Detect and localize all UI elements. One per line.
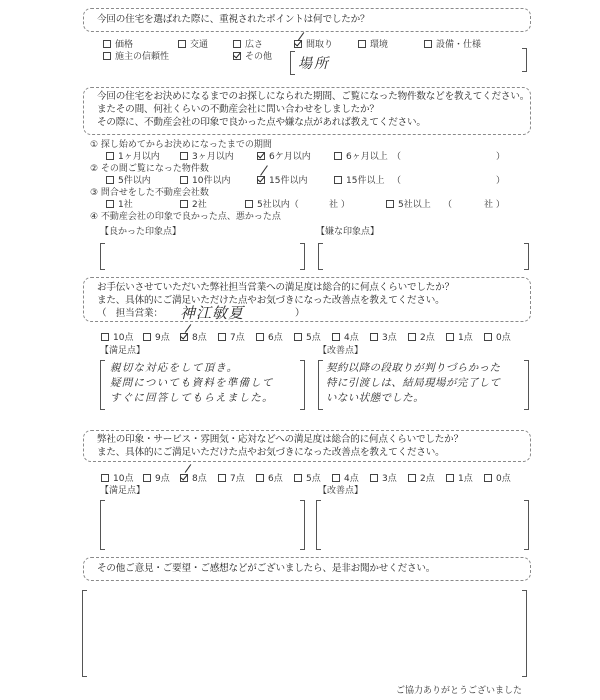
question-2-line-1: 今回の住宅をお決めになるまでのお探しになられた期間、ご覧になった物件数などを教えてください。 xyxy=(97,91,530,102)
unit-close: 社 ） xyxy=(484,200,505,210)
company-improve-label: 【改善点】 xyxy=(318,486,364,496)
score-option[interactable]: 5点 xyxy=(294,332,321,344)
checkbox-icon[interactable] xyxy=(218,474,226,482)
checkbox-icon[interactable] xyxy=(180,176,188,184)
checkbox-icon[interactable] xyxy=(101,474,109,482)
checkbox-icon[interactable] xyxy=(408,333,416,341)
question-4-line-1: 弊社の印象・サービス・雰囲気・応対などへの満足度は総合的に何点くらいでしたか？ xyxy=(97,434,463,445)
checkbox-icon[interactable] xyxy=(143,474,151,482)
paren-close: ） xyxy=(496,176,506,186)
comments-bracket-left xyxy=(82,590,87,677)
checkbox-icon[interactable] xyxy=(294,474,302,482)
thank-you-message: ご協力ありがとうございました xyxy=(396,686,523,696)
checkbox-checked-icon[interactable] xyxy=(257,176,265,184)
handwritten-check-icon xyxy=(185,464,192,473)
option-price[interactable]: 価格 xyxy=(103,39,133,51)
count-option-5[interactable]: 5件以内 xyxy=(106,175,151,187)
checkbox-icon[interactable] xyxy=(256,333,264,341)
score-option[interactable]: 7点 xyxy=(218,332,245,344)
checkbox-icon[interactable] xyxy=(294,333,302,341)
unit-close: 社 ） xyxy=(329,200,350,210)
score-option[interactable]: 0点 xyxy=(484,332,511,344)
sub-question-4-title: ④ 不動産会社の印象で良かった点、悪かった点 xyxy=(90,212,281,222)
rep-satisfied-bracket-left xyxy=(100,360,105,410)
option-builder-trust[interactable]: 施主の信頼性 xyxy=(103,51,169,63)
option-layout[interactable]: 間取り xyxy=(294,39,333,51)
company-option-over-5[interactable]: 5社以上 xyxy=(386,199,431,211)
score-option[interactable]: 2点 xyxy=(408,473,435,485)
paren-open: （ xyxy=(392,176,402,186)
good-impression-bracket-left xyxy=(100,243,105,270)
checkbox-checked-icon[interactable] xyxy=(257,152,265,160)
good-impression-bracket-right xyxy=(300,243,305,270)
score-option[interactable]: 1点 xyxy=(446,473,473,485)
score-option[interactable]: 0点 xyxy=(484,473,511,485)
company-improve-bracket-right xyxy=(524,500,529,550)
comments-field[interactable] xyxy=(88,590,522,677)
checkbox-icon[interactable] xyxy=(103,40,111,48)
checkbox-icon[interactable] xyxy=(358,40,366,48)
bad-impression-label: 【嫌な印象点】 xyxy=(316,227,380,237)
score-option[interactable]: 6点 xyxy=(256,332,283,344)
company-satisfied-label: 【満足点】 xyxy=(100,486,146,496)
checkbox-icon[interactable] xyxy=(101,333,109,341)
checkbox-icon[interactable] xyxy=(446,474,454,482)
checkbox-checked-icon[interactable] xyxy=(180,333,188,341)
question-3-line-1: お手伝いさせていただいた弊社担当営業への満足度は総合的に何点くらいでしたか？ xyxy=(97,282,454,293)
score-option[interactable]: 8点 xyxy=(180,332,207,344)
checkbox-icon[interactable] xyxy=(446,333,454,341)
checkbox-icon[interactable] xyxy=(143,333,151,341)
checkbox-icon[interactable] xyxy=(178,40,186,48)
rep-improve-answer-handwritten[interactable]: 契約以降の段取りが判りづらかった 特に引渡しは、結局現場が完了して いない状態でした。 xyxy=(326,362,501,404)
checkbox-icon[interactable] xyxy=(106,176,114,184)
checkbox-icon[interactable] xyxy=(334,176,342,184)
checkbox-icon[interactable] xyxy=(103,52,111,60)
rep-satisfied-label: 【満足点】 xyxy=(100,346,146,356)
checkbox-icon[interactable] xyxy=(424,40,432,48)
count-option-10[interactable]: 10件以内 xyxy=(180,175,230,187)
company-option-1[interactable]: 1社 xyxy=(106,199,133,211)
sub-question-1-title: ① 探し始めてからお決めになったまでの期間 xyxy=(90,140,272,150)
company-option-within-5[interactable]: 5社以内（ xyxy=(245,199,299,211)
option-other[interactable]: その他 xyxy=(233,51,272,63)
bad-impression-bracket-left xyxy=(318,243,323,270)
checkbox-icon[interactable] xyxy=(408,474,416,482)
checkbox-icon[interactable] xyxy=(245,200,253,208)
question-4-line-2: また、具体的にご満足いただけた点やお気づきになった改善点を教えてください。 xyxy=(97,447,445,458)
company-satisfied-field[interactable] xyxy=(106,500,300,550)
score-option[interactable]: 5点 xyxy=(294,473,321,485)
score-option[interactable]: 10点 xyxy=(101,332,133,344)
checkbox-icon[interactable] xyxy=(334,152,342,160)
bad-impression-bracket-right xyxy=(524,243,529,270)
score-option[interactable]: 3点 xyxy=(370,332,397,344)
paren-open: （ xyxy=(392,152,402,162)
checkbox-icon[interactable] xyxy=(332,474,340,482)
checkbox-checked-icon[interactable] xyxy=(180,474,188,482)
score-option[interactable]: 4点 xyxy=(332,332,359,344)
option-transport[interactable]: 交通 xyxy=(178,39,208,51)
checkbox-icon[interactable] xyxy=(332,333,340,341)
other-answer-handwritten[interactable]: 場所 xyxy=(298,56,330,72)
option-size[interactable]: 広さ xyxy=(233,39,263,51)
question-1-text: 今回の住宅を選ばれた際に、重視されたポイントは何でしたか？ xyxy=(97,14,370,25)
score-option[interactable]: 2点 xyxy=(408,332,435,344)
score-option[interactable]: 10点 xyxy=(101,473,133,485)
rep-satisfied-answer-handwritten[interactable]: 親切な対応をして頂き。 疑問についても資料を準備して すぐに回答してもらえました。 xyxy=(110,362,274,404)
score-option[interactable]: 1点 xyxy=(446,332,473,344)
bad-impression-field[interactable] xyxy=(324,243,524,270)
checkbox-checked-icon[interactable] xyxy=(233,52,241,60)
checkbox-icon[interactable] xyxy=(386,200,394,208)
company-improve-field[interactable] xyxy=(322,500,524,550)
rep-improve-bracket-left xyxy=(318,360,323,410)
checkbox-icon[interactable] xyxy=(180,200,188,208)
sales-rep-name-handwritten[interactable]: 神江敏夏 xyxy=(180,304,245,322)
good-impression-field[interactable] xyxy=(106,243,300,270)
rep-improve-label: 【改善点】 xyxy=(318,346,364,356)
score-option[interactable]: 8点 xyxy=(180,473,207,485)
checkbox-icon[interactable] xyxy=(180,152,188,160)
company-satisfied-bracket-right xyxy=(300,500,305,550)
count-option-over-15[interactable]: 15件以上 xyxy=(334,175,384,187)
score-option[interactable]: 6点 xyxy=(256,473,283,485)
sub-question-3-title: ③ 問合せをした不動産会社数 xyxy=(90,188,209,198)
score-option[interactable]: 3点 xyxy=(370,473,397,485)
sales-rep-prefix: （ 担当営業： xyxy=(97,308,163,319)
sales-rep-suffix: ） xyxy=(295,308,305,319)
question-3-line-2: また、具体的にご満足いただけた点やお気づきになった改善点を教えてください。 xyxy=(97,295,445,306)
option-facilities[interactable]: 設備・仕様 xyxy=(424,39,481,51)
other-answer-bracket-right xyxy=(522,48,527,72)
good-impression-label: 【良かった印象点】 xyxy=(100,227,182,237)
checkbox-icon[interactable] xyxy=(106,152,114,160)
rep-improve-bracket-right xyxy=(524,360,529,410)
checkbox-icon[interactable] xyxy=(484,474,492,482)
question-2-line-2: またその間、何社くらいの不動産会社に問い合わせをしましたか？ xyxy=(97,104,379,115)
company-option-2[interactable]: 2社 xyxy=(180,199,207,211)
score-option[interactable]: 7点 xyxy=(218,473,245,485)
count-option-15[interactable]: 15件以内 xyxy=(257,175,307,187)
comments-bracket-right xyxy=(522,590,527,677)
checkbox-icon[interactable] xyxy=(218,333,226,341)
paren-open: （ xyxy=(443,200,453,210)
company-satisfied-bracket-left xyxy=(100,500,105,550)
checkbox-icon[interactable] xyxy=(106,200,114,208)
company-improve-bracket-left xyxy=(316,500,321,550)
score-option[interactable]: 4点 xyxy=(332,473,359,485)
period-option-6m[interactable]: 6ケ月以内 xyxy=(257,151,311,163)
other-answer-bracket-left xyxy=(290,51,295,75)
question-5-text: その他ご意見・ご要望・ご感想などがございましたら、是非お聞かせください。 xyxy=(97,563,436,574)
question-2-line-3: その際に、不動産会社の印象で良かった点や嫌な点があれば教えてください。 xyxy=(97,117,426,128)
score-option[interactable]: 9点 xyxy=(143,473,170,485)
checkbox-icon[interactable] xyxy=(484,333,492,341)
period-option-over-6m[interactable]: 6ヶ月以上 xyxy=(334,151,388,163)
checkbox-icon[interactable] xyxy=(256,474,264,482)
option-environment[interactable]: 環境 xyxy=(358,39,388,51)
sub-question-2-title: ② その間ご覧になった物件数 xyxy=(90,164,209,174)
checkbox-icon[interactable] xyxy=(370,474,378,482)
rep-satisfied-bracket-right xyxy=(300,360,305,410)
period-option-1m[interactable]: 1ヶ月以内 xyxy=(106,151,160,163)
checkbox-icon[interactable] xyxy=(233,40,241,48)
score-option[interactable]: 9点 xyxy=(143,332,170,344)
paren-close: ） xyxy=(496,152,506,162)
period-option-3m[interactable]: 3ヶ月以内 xyxy=(180,151,234,163)
checkbox-icon[interactable] xyxy=(370,333,378,341)
